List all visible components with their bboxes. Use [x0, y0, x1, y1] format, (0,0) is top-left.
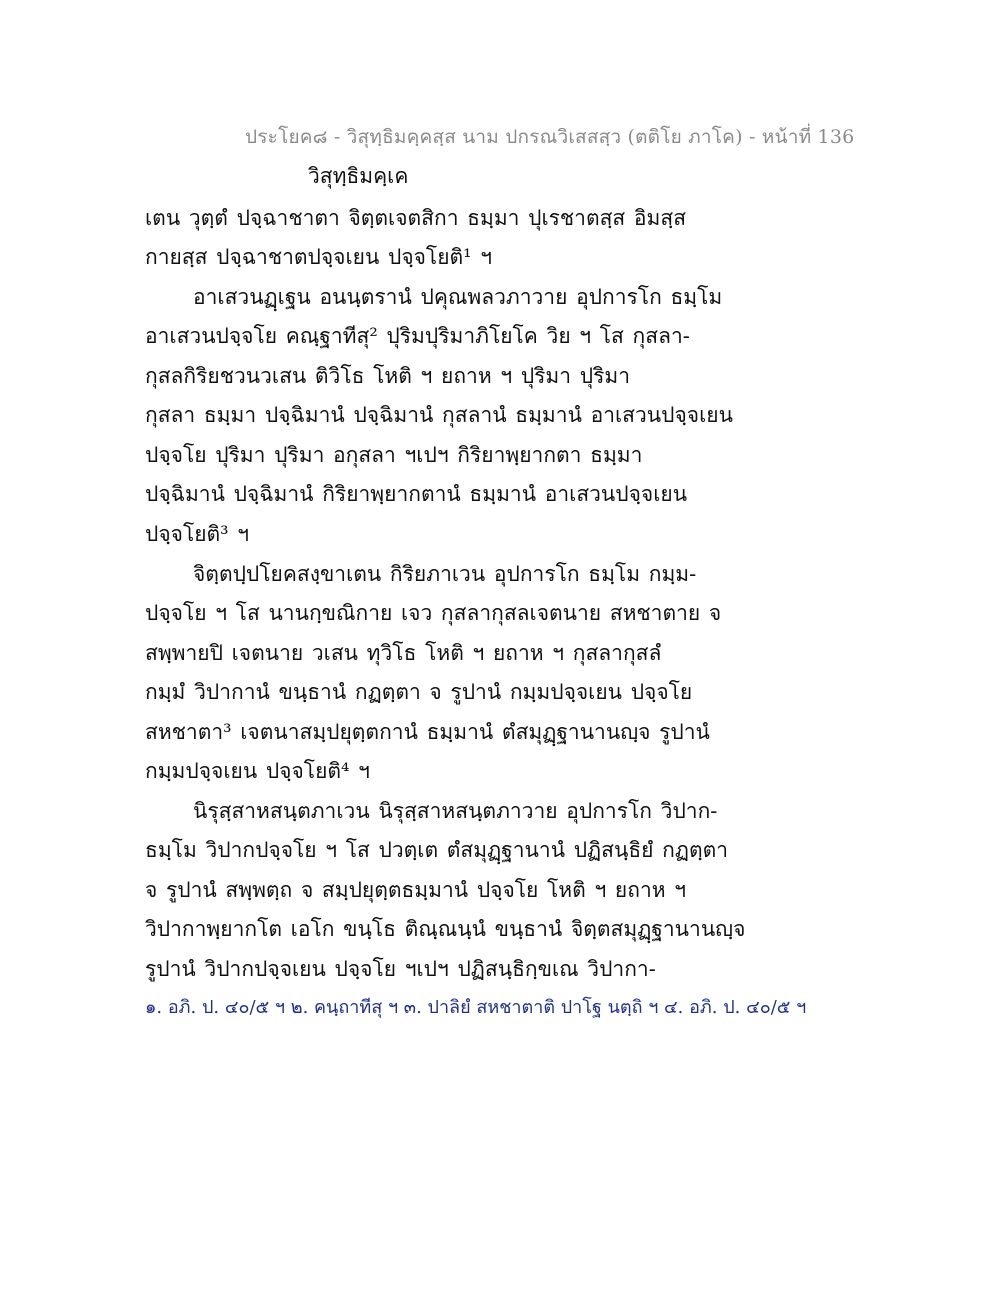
text-line: อาเสวนฏฺเฐน อนนฺตรานํ ปคุณพลวภาวาย อุปการโก ธมฺโม [193, 285, 723, 309]
book-title: วิสุทฺธิมคฺเค [308, 164, 409, 188]
text-line: นิรุสฺสาหสนฺตภาเวน นิรุสฺสาหสนฺตภาวาย อุปการโก วิปาก- [193, 799, 718, 823]
text-line: จ รูปานํ สพฺพตฺถ จ สมฺปยุตฺตธมฺมานํ ปจฺจโย โหติ ฯ ยถาห ฯ [145, 878, 687, 902]
text-line: กายสฺส ปจฺฉาชาตปจฺจเยน ปจฺจโยติ¹ ฯ [145, 245, 493, 269]
text-line: ปจฺจโย ฯ โส นานกฺขณิกาย เจว กุสลากุสลเจตนาย สหชาตาย จ [145, 601, 722, 625]
text-line: กมฺมปจฺจเยน ปจฺจโยติ⁴ ฯ [145, 759, 370, 783]
footnotes: ๑. อภิ. ป. ๔๐/๕ ฯ ๒. คนฺถาทีสุ ฯ ๓. ปาลิยํ สหชาตาติ ปาโฐ นตฺถิ ฯ ๔. อภิ. ป. ๔๐/๕ ฯ [145, 997, 807, 1018]
text-line: ปจฺจโยติ³ ฯ [145, 522, 250, 546]
page-header: ประโยค๘ - วิสุทฺธิมคฺคสฺส นาม ปกรณวิเสสสฺว (ตติโย ภาโค) - หน้าที่ 136 [245, 126, 855, 148]
text-line: เตน วุตฺตํ ปจฺฉาชาตา จิตฺตเจตสิกา ธมฺมา ปุเรชาตสฺส อิมสฺส [145, 206, 687, 230]
text-line: รูปานํ วิปากปจฺจเยน ปจฺจโย ฯเปฯ ปฏิสนฺธิกฺขเณ วิปากา- [145, 957, 656, 981]
text-line: สพฺพายปิ เจตนาย วเสน ทุวิโธ โหติ ฯ ยถาห ฯ กุสลากุสลํ [145, 641, 662, 665]
text-line: ปจฺฉิมานํ ปจฺฉิมานํ กิริยาพฺยากตานํ ธมฺมานํ อาเสวนปจฺจเยน [145, 482, 688, 506]
text-line: อาเสวนปจฺจโย คณฺฐาทีสุ² ปุริมปุริมาภิโยโค วิย ฯ โส กุสลา- [145, 324, 690, 348]
text-line: กุสลา ธมฺมา ปจฺฉิมานํ ปจฺฉิมานํ กุสลานํ ธมฺมานํ อาเสวนปจฺจเยน [145, 403, 733, 427]
text-line: กมฺมํ วิปากานํ ขนฺธานํ กฏตฺตา จ รูปานํ กมฺมปจฺจเยน ปจฺจโย [145, 680, 693, 704]
text-line: ปจฺจโย ปุริมา ปุริมา อกุสลา ฯเปฯ กิริยาพฺยากตา ธมฺมา [145, 443, 643, 467]
text-line: จิตฺตปฺปโยคสงฺขาเตน กิริยภาเวน อุปการโก ธมฺโม กมฺม- [193, 562, 697, 586]
text-line: สหชาตา³ เจตนาสมฺปยุตฺตกานํ ธมฺมานํ ตํสมุฏฺฐานานญฺจ รูปานํ [145, 720, 710, 744]
text-line: วิปากาพฺยากโต เอโก ขนฺโธ ติณฺณนฺนํ ขนฺธานํ จิตฺตสมุฏฺฐานานญฺจ [145, 917, 746, 941]
text-line: ธมฺโม วิปากปจฺจโย ฯ โส ปวตฺเต ตํสมุฏฺฐานานํ ปฏิสนฺธิยํ กฏตฺตา [145, 838, 729, 862]
text-line: กุสลกิริยชวนวเสน ติวิโธ โหติ ฯ ยถาห ฯ ปุริมา ปุริมา [145, 364, 630, 388]
